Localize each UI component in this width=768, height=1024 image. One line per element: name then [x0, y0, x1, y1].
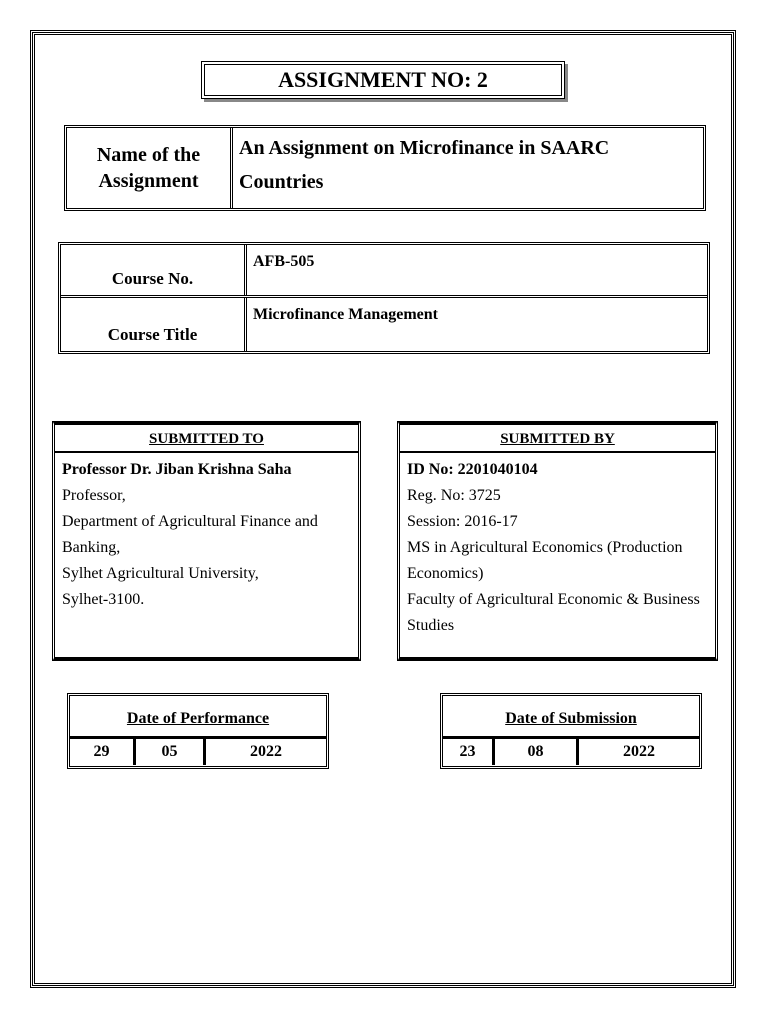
student-id: ID No: 2201040104 — [407, 461, 538, 478]
date-of-submission-box — [440, 693, 702, 769]
title-box — [201, 61, 565, 99]
professor-university: Sylhet Agricultural University, — [62, 565, 259, 582]
professor-city: Sylhet-3100. — [62, 591, 145, 608]
submitted-by-box — [397, 421, 718, 661]
date-of-submission-row — [443, 739, 699, 765]
performance-month: 05 — [136, 739, 206, 765]
performance-day: 29 — [70, 739, 136, 765]
course-no-row — [61, 245, 707, 298]
submitted-by-body — [400, 453, 715, 643]
date-of-performance-row — [70, 739, 326, 765]
student-faculty: Faculty of Agricultural Economic & Business Studies — [407, 591, 700, 634]
professor-title: Professor, — [62, 487, 126, 504]
date-of-performance-box — [67, 693, 329, 769]
submission-year: 2022 — [623, 743, 655, 760]
course-no-label: Course No. — [61, 245, 247, 295]
assignment-title: ASSIGNMENT NO: 2 — [278, 67, 488, 92]
course-title-row — [61, 298, 707, 351]
student-program: MS in Agricultural Economics (Production Economics) — [407, 539, 683, 582]
professor-name: Professor Dr. Jiban Krishna Saha — [62, 461, 292, 478]
submitted-to-body — [55, 453, 358, 617]
student-session: Session: 2016-17 — [407, 513, 518, 530]
course-title-label: Course Title — [61, 298, 247, 351]
submitted-to-box — [52, 421, 361, 661]
date-of-submission-heading: Date of Submission — [443, 696, 699, 739]
submitted-by-heading: SUBMITTED BY — [400, 425, 715, 453]
professor-department: Department of Agricultural Finance and Banking, — [62, 513, 318, 556]
date-of-performance-heading: Date of Performance — [70, 696, 326, 739]
student-reg-no: Reg. No: 3725 — [407, 487, 501, 504]
course-title-value: Microfinance Management — [253, 306, 438, 323]
course-no-value: AFB-505 — [253, 253, 315, 270]
assignment-name-value: An Assignment on Microfinance in SAARC Countries — [239, 137, 610, 193]
assignment-name-label: Name of the Assignment — [67, 128, 233, 208]
performance-year: 2022 — [250, 743, 282, 760]
submission-month: 08 — [495, 739, 579, 765]
course-table — [58, 242, 710, 354]
submission-day: 23 — [443, 739, 495, 765]
assignment-name-table — [64, 125, 706, 211]
submitted-to-heading: SUBMITTED TO — [55, 425, 358, 453]
